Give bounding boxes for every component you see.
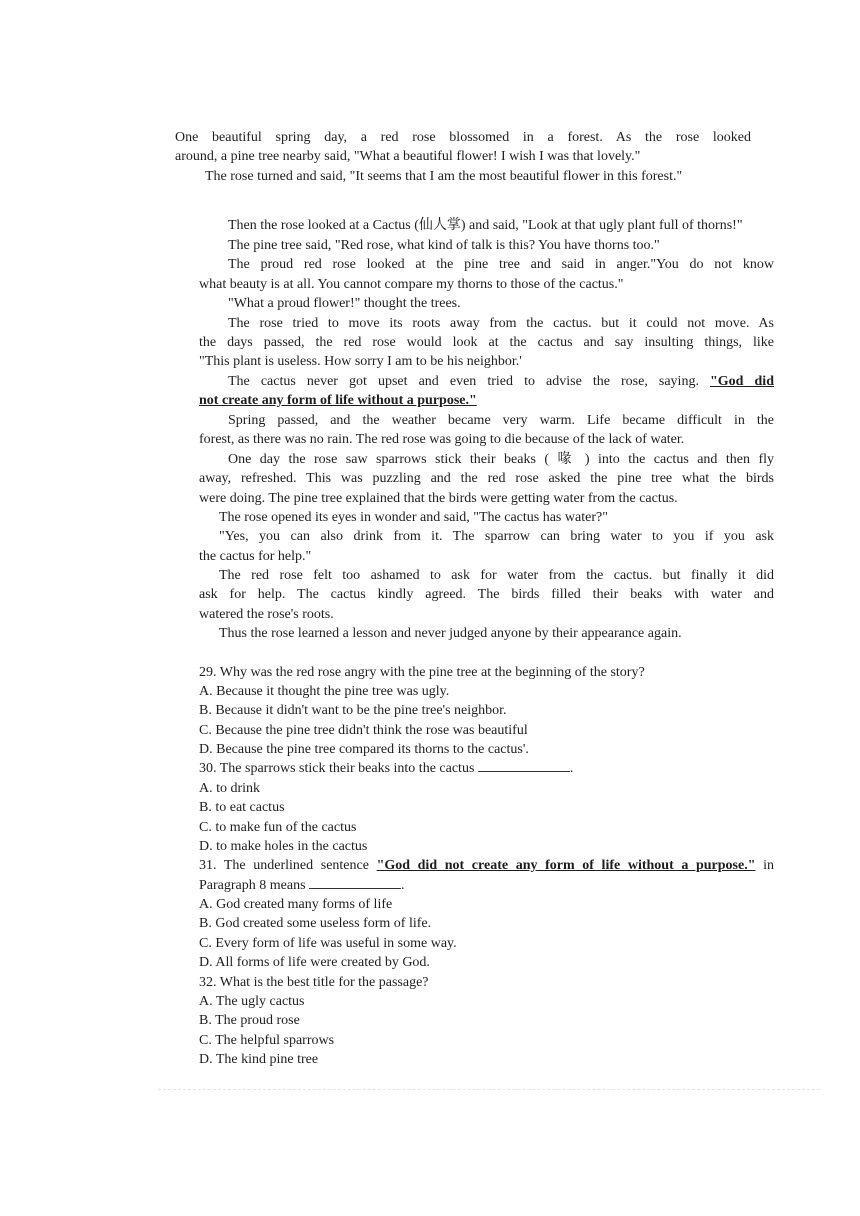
paragraph-9-line-2: forest, as there was no rain. The red rose was going to die because of the lack of water. xyxy=(199,432,685,447)
question-30-text: 30. The sparrows stick their beaks into the cactus xyxy=(199,761,475,776)
answer-blank xyxy=(309,876,401,889)
paragraph-1-line-1: One beautiful spring day, a red rose blossomed in a forest. As the rose looked xyxy=(175,130,751,145)
underlined-quote-part-2: not create any form of life without a purpose." xyxy=(199,393,477,408)
paragraph-10-line-1: One day the rose saw sparrows stick their beaks ( 喙 ) into the cactus and then fly xyxy=(228,452,774,467)
paragraph-13-line-1: The red rose felt too ashamed to ask for water from the cactus. but finally it did xyxy=(219,568,774,583)
question-30-period: . xyxy=(569,761,574,776)
q29-option-d: D. Because the pine tree compared its thorns to the cactus'. xyxy=(199,742,529,757)
paragraph-12-line-1: "Yes, you can also drink from it. The sparrow can bring water to you if you ask xyxy=(219,529,774,544)
paragraph-14: Thus the rose learned a lesson and never judged anyone by their appearance again. xyxy=(219,626,682,641)
paragraph-13-line-2: ask for help. The cactus kindly agreed. The birds filled their beaks with water and xyxy=(199,587,774,602)
question-31-period: . xyxy=(401,878,405,893)
q30-option-d: D. to make holes in the cactus xyxy=(199,839,368,854)
question-30 xyxy=(199,759,774,778)
paragraph-11: The rose opened its eyes in wonder and said, "The cactus has water?" xyxy=(219,510,608,525)
paragraph-7-line-1: The rose tried to move its roots away from the cactus. but it could not move. As xyxy=(228,316,774,331)
question-31-underlined-quote: "God did not create any form of life without a purpose." xyxy=(376,858,756,873)
paragraph-4: The pine tree said, "Red rose, what kind of talk is this? You have thorns too." xyxy=(228,238,660,253)
paragraph-8-text: The cactus never got upset and even tried to advise the rose, saying. xyxy=(228,374,699,389)
q30-option-b: B. to eat cactus xyxy=(199,800,285,815)
paragraph-5-line-2: what beauty is at all. You cannot compare my thorns to those of the cactus." xyxy=(199,277,624,292)
q32-option-a: A. The ugly cactus xyxy=(199,994,305,1009)
question-31-text: 31. The underlined sentence xyxy=(199,858,369,873)
question-31-text-2: Paragraph 8 means xyxy=(199,878,306,893)
q29-option-b: B. Because it didn't want to be the pine tree's neighbor. xyxy=(199,703,507,718)
q29-option-c: C. Because the pine tree didn't think the rose was beautiful xyxy=(199,723,528,738)
paragraph-6: "What a proud flower!" thought the trees. xyxy=(228,296,461,311)
question-31-line-2 xyxy=(199,876,774,895)
question-31-line-1 xyxy=(199,856,774,875)
question-29: 29. Why was the red rose angry with the pine tree at the beginning of the story? xyxy=(199,665,645,680)
paragraph-7-line-2: the days passed, the red rose would look at the cactus and say insulting things, like xyxy=(199,335,774,350)
paragraph-5-line-1: The proud red rose looked at the pine tree and said in anger."You do not know xyxy=(228,257,774,272)
paragraph-10-line-2: away, refreshed. This was puzzling and the red rose asked the pine tree what the birds xyxy=(199,471,774,486)
page-divider xyxy=(158,1089,820,1090)
q31-option-b: B. God created some useless form of life. xyxy=(199,916,432,931)
paragraph-7-line-3: "This plant is useless. How sorry I am to be his neighbor.' xyxy=(199,354,522,369)
q31-option-d: D. All forms of life were created by God. xyxy=(199,955,430,970)
q32-option-c: C. The helpful sparrows xyxy=(199,1033,335,1048)
paragraph-8-line-1 xyxy=(228,372,774,391)
q30-option-c: C. to make fun of the cactus xyxy=(199,820,357,835)
answer-blank xyxy=(478,759,570,772)
paragraph-10-line-3: were doing. The pine tree explained that the birds were getting water from the cactus. xyxy=(199,491,678,506)
question-31-in: in xyxy=(763,858,775,873)
paragraph-2: The rose turned and said, "It seems that I am the most beautiful flower in this forest." xyxy=(205,169,683,184)
paragraph-8-line-2 xyxy=(199,391,774,410)
paragraph-1-line-2: around, a pine tree nearby said, "What a beautiful flower! I wish I was that lovely." xyxy=(175,149,641,164)
q29-option-a: A. Because it thought the pine tree was ugly. xyxy=(199,684,450,699)
question-32: 32. What is the best title for the passage? xyxy=(199,975,429,990)
q32-option-b: B. The proud rose xyxy=(199,1013,300,1028)
q32-option-d: D. The kind pine tree xyxy=(199,1052,319,1067)
q31-option-a: A. God created many forms of life xyxy=(199,897,393,912)
paragraph-9-line-1: Spring passed, and the weather became very warm. Life became difficult in the xyxy=(228,413,774,428)
q31-option-c: C. Every form of life was useful in some way. xyxy=(199,936,457,951)
paragraph-13-line-3: watered the rose's roots. xyxy=(199,607,334,622)
paragraph-12-line-2: the cactus for help." xyxy=(199,549,312,564)
paragraph-3: Then the rose looked at a Cactus (仙人掌) and said, "Look at that ugly plant full of thorns!" xyxy=(228,218,743,233)
q30-option-a: A. to drink xyxy=(199,781,261,796)
underlined-quote-part-1: "God did xyxy=(710,374,774,389)
